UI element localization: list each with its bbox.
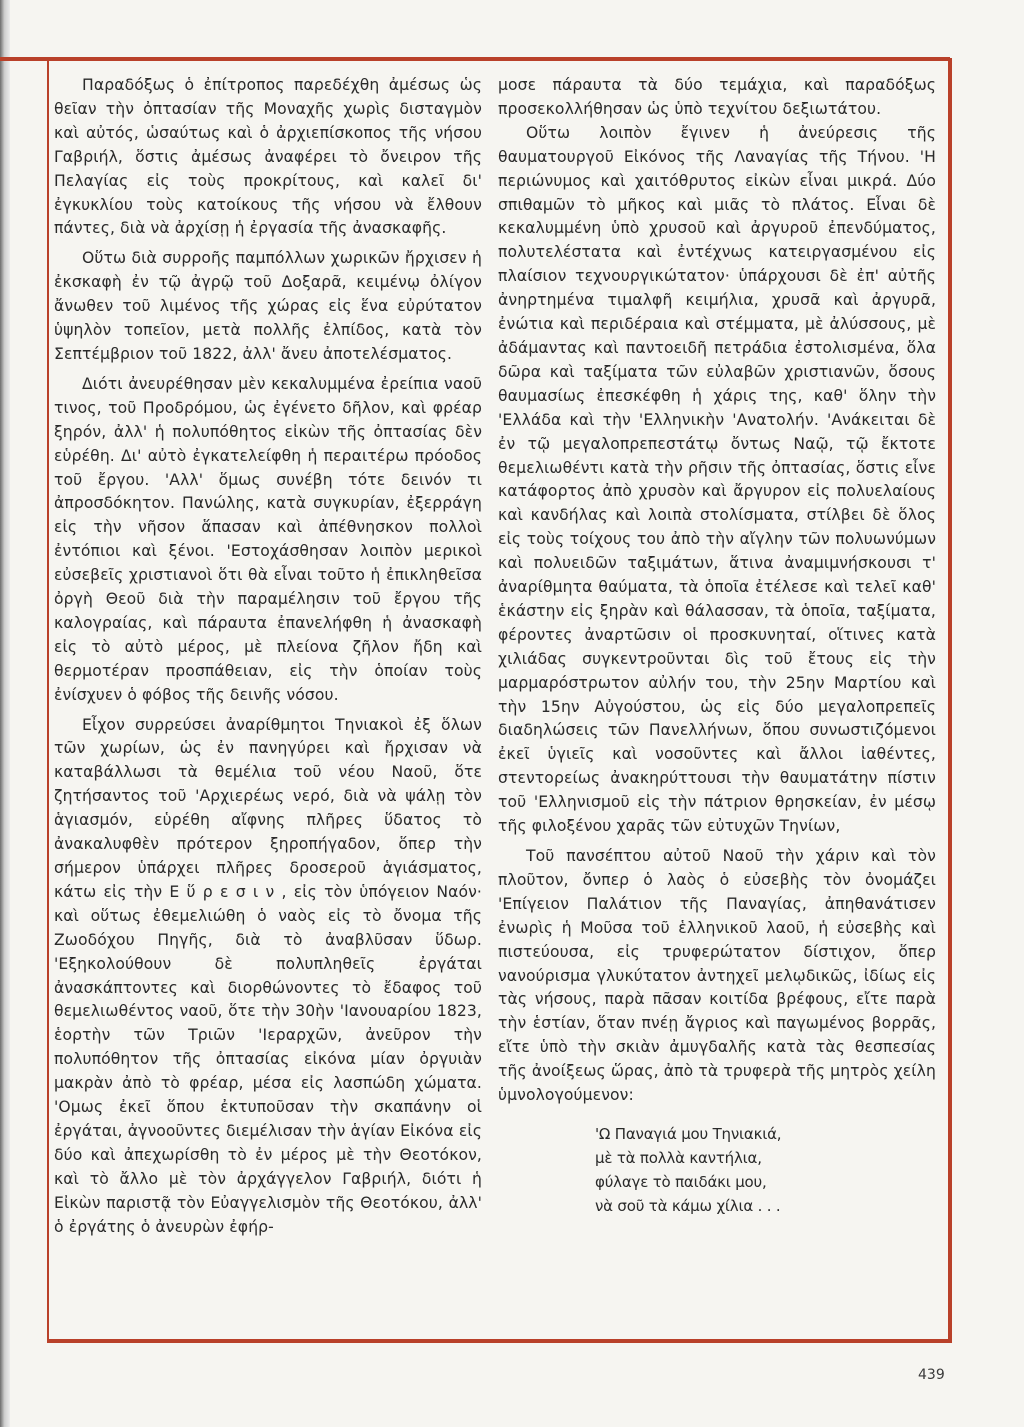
page-number: 439 [918,1367,945,1383]
paragraph: Παραδόξως ὁ ἐπίτροπος παρεδέχθη ἀμέσως ὡς θεῖαν τὴν ὀπτασίαν τῆς Μοναχῆς χωρὶς δισταγμὸν καὶ αὐτός, ὡσαύτως καὶ ὁ ἀρχιεπίσκοπος τῆς νήσου Γαβριήλ, ὅστις ἀμέσως ἀναφέρει τὸ ὄνειρον τῆς Πελαγίας εἰς τοὺς προκρίτους, καὶ καλεῖ δι' ἐγκυκλίου τοὺς κατοίκους τῆς νήσου νὰ ἔλθουν πάντες, διὰ νὰ ἀρχίσῃ ἡ ἐργασία τῆς ἀνασκαφῆς. [54,76,482,238]
paragraph: Τοῦ πανσέπτου αὐτοῦ Ναοῦ τὴν χάριν καὶ τὸν πλοῦτον, ὄνπερ ὁ λαὸς ὁ εὐσεβὴς τὸν ὀνομάζει 'Επίγειον Παλάτιον τῆς Παναγίας, ἀπηθανάτισεν ἐνωρὶς ἡ Μοῦσα τοῦ ἑλληνικοῦ λαοῦ, ἡ εὐσεβὴς καὶ πιστεύουσα, εἰς τρυφερώτατον δίστιχον, ὅπερ νανούρισμα γλυκύτατον ἀντηχεῖ μελῳδικῶς, ἰδίως εἰς τὰς νήσους, παρὰ πᾶσαν κοιτίδα βρέφους, εἴτε παρὰ τὴν ἑστίαν, ὅταν πνέῃ ἄγριος καὶ παγωμένος βορρᾶς, εἴτε ὑπὸ τὴν σκιὰν ἀμυγδαλῆς κατὰ τὰς θεσπεσίας τῆς ἀνοίξεως ὥρας, ἀπὸ τὰ τρυφερὰ τῆς μητρὸς χείλη ὑμνολογούμενον: [498,847,936,1105]
poem-verse: φύλαγε τὸ παιδάκι μου, [595,1172,767,1191]
paragraph: Οὕτω διὰ συρροῆς παμπόλλων χωρικῶν ἤρχισεν ἡ ἐκσκαφὴ ἐν τῷ ἀγρῷ τοῦ Δοξαρᾶ, κειμένῳ ὀλίγον ἄνωθεν τοῦ λιμένος τῆς χώρας εἰς ἕνα εὐρύτατον ὑψηλὸν τοπεῖον, μετὰ πολλῆς ἐλπίδος, κατὰ τὸν Σεπτέμβριον τοῦ 1822, ἀλλ' ἄνευ ἀποτελέσματος. [54,249,482,363]
poem [595,1122,936,1218]
paragraph: μοσε πάραυτα τὰ δύο τεμάχια, καὶ παραδόξως προσεκολλήθησαν ὡς ὑπὸ τεχνίτου δεξιωτάτου. [498,76,936,118]
paragraph: Εἶχον συρρεύσει ἀναρίθμητοι Τηνιακοὶ ἐξ ὅλων τῶν χωρίων, ὡς ἐν πανηγύρει καὶ ἤρχισαν νὰ καταβάλλωσι τὰ θεμέλια τοῦ νέου Ναοῦ, ὅτε ζητήσαντος τοῦ 'Αρχιερέως νερό, διὰ νὰ ψάλῃ τὸν ἁγιασμόν, εὑρέθη αἴφνης πλῆρες ὕδατος τὸ ἀνακαλυφθὲν πρότερον ξηροπήγαδον, ὅπερ τὴν σήμερον ὑπάρχει πλῆρες δροσεροῦ ἁγιάσματος, κάτω εἰς τὴν Ε ὕ ρ ε σ ι ν , εἰς τὸν ὑπόγειον Ναόν· καὶ οὕτως ἐθεμελιώθη ὁ ναὸς εἰς τὸ ὄνομα τῆς Ζωοδόχου Πηγῆς, διὰ τὸ ἀναβλῦσαν ὕδωρ. 'Εξηκολούθουν δὲ πολυπληθεῖς ἐργάται ἀνασκάπτοντες καὶ διορθώνοντες τὸ ἔδαφος τοῦ θεμελιωθέντος ναοῦ, ὅτε τὴν 30ὴν 'Ιανουαρίου 1823, ἑορτὴν τῶν Τριῶν 'Ιεραρχῶν, ἀνεῦρον τὴν πολυπόθητον τῆς ὀπτασίας εἰκόνα μίαν ὀργυιὰν μακρὰν ἀπὸ τὸ φρέαρ, μέσα εἰς λασπώδη χώματα. 'Ομως ἐκεῖ ὅπου ἐκτυποῦσαν τὴν σκαπάνην οἱ ἐργάται, ἀγνοοῦντες διεμέλισαν τὴν ἁγίαν Εἰκόνα εἰς δύο καὶ ἀπεχωρίσθη τὸ ἐν μέρος μὲ τὴν Θεοτόκον, καὶ τὸ ἄλλο μὲ τὸν ἀρχάγγελον Γαβριήλ, διότι ἡ Εἰκὼν παριστᾷ τὸν Εὐαγγελισμὸν τῆς Θεοτόκου, ἀλλ' ὁ ἐργάτης ὁ ἀνευρὼν ἐφήρ- [54,715,482,1236]
right-column [498,74,936,1218]
binding-shadow [0,0,10,1427]
left-column [54,74,482,1240]
poem-verse: 'Ω Παναγιά μου Τηνιακιά, [595,1124,782,1143]
paragraph: Οὕτω λοιπὸν ἔγινεν ἡ ἀνεύρεσις τῆς θαυματουργοῦ Εἰκόνος τῆς Λαναγίας τῆς Τήνου. 'Η περιώνυμος καὶ χαιτόθρυτος εἰκὼν εἶναι μικρά. Δύο σπιθαμῶν τὸ μῆκος καὶ μιᾶς τὸ πλάτος. Εἶναι δὲ κεκαλυμμένη ὑπὸ χρυσοῦ καὶ ἀργυροῦ ἐπενδύματος, πολυτελέστατα καὶ ἐντέχνως κατειργασμένου εἰς πλαίσιον τεχνουργικώτατον· ὑπάρχουσι δὲ ἐπ' αὐτῆς ἀνηρτημένα τιμαλφῆ κειμήλια, χρυσᾶ καὶ ἀργυρᾶ, ἐνώτια καὶ περιδέραια καὶ στέμματα, μὲ ἀλύσσους, μὲ ἀδάμαντας καὶ παντοειδῆ πετράδια ἐστολισμένα, ὅλα δῶρα καὶ ταξίματα τῶν εὐλαβῶν χριστιανῶν, ὅσους θαυμασίως ἐπεσκέφθη ἡ χάρις της, καθ' ὅλην τὴν 'Ελλάδα καὶ τὴν 'Ελληνικὴν 'Ανατολήν. 'Ανάκειται δὲ ἐν τῷ μεγαλοπρεπεστάτῳ ὄντως Ναῷ, τῷ ἔκτοτε θεμελιωθέντι κατὰ τὴν ρῆσιν τῆς ὀπτασίας, ὅστις εἶνε κατάφορτος ἀπὸ χρυσὸν καὶ ἄργυρον εἰς πολυελαίους καὶ κανδήλας καὶ λοιπὰ στολίσματα, στίλβει δὲ ὅλος εἰς τοὺς τοίχους του ἀπὸ τὴν αἴγλην τῶν πολυωνύμων καὶ πολυειδῶν ταξιμάτων, ἅτινα ἀναμιμνήσκουσι τ' ἀναρίθμητα θαύματα, τὰ ὁποῖα ἐτέλεσε καὶ τελεῖ καθ' ἑκάστην εἰς ξηρὰν καὶ θάλασσαν, τὰ ὁποῖα, ταξίματα, φέροντες ἀναρτῶσιν οἱ προσκυνηταί, οἵτινες κατὰ χιλιάδας συγκεντροῦνται δὶς τοῦ ἔτους εἰς τὴν μαρμαρόστρωτον αὐλήν του, τὴν 25ην Μαρτίου καὶ τὴν 15ην Αὐγούστου, ὡς εἰς δύο μεγαλοπρεπεῖς διαδηλώσεις τῶν Πανελλήνων, ὅπου συνωστιζόμενοι ἐκεῖ ὑγιεῖς καὶ νοσοῦντες καὶ ἄλλοι ἰαθέντες, στεντορείως ἀνακηρύττουσι τὴν θαυματάτην πίστιν τοῦ 'Ελληνισμοῦ εἰς τὴν πάτριον θρησκείαν, ἐν μέσῳ τῆς φιλοξένου χαρᾶς τῶν εὐτυχῶν Τηνίων, [498,123,936,836]
paragraph: Διότι ἀνευρέθησαν μὲν κεκαλυμμένα ἐρείπια ναοῦ τινος, τοῦ Προδρόμου, ὡς ἐγένετο δῆλον, καὶ φρέαρ ξηρόν, ἀλλ' ἡ πολυπόθητος εἰκὼν τῆς ὀπτασίας δὲν εὑρέθη. Δι' αὐτὸ ἐγκατελείφθη ἡ περαιτέρω πρόοδος τοῦ ἔργου. 'Αλλ' ὅμως συνέβη τότε δεινόν τι ἀπροσδόκητον. Πανώλης, κατὰ συγκυρίαν, ἐξερράγη εἰς τὴν νῆσον ἅπασαν καὶ ἀπέθνησκον πολλοὶ ἐντόπιοι καὶ ξένοι. 'Εστοχάσθησαν λοιπὸν μερικοὶ εὐσεβεῖς χριστιανοὶ ὅτι θὰ εἶναι τοῦτο ἡ ἐπικληθεῖσα ὀργὴ Θεοῦ διὰ τὴν παραμέλησιν τοῦ ἔργου τῆς καλογραίας, καὶ πάραυτα ἐπανελήφθη ἡ ἀνασκαφὴ εἰς τὸ αὐτὸ μέρος, μὲ πλείονα ζῆλον ἤδη καὶ θερμοτέραν προσπάθειαν, εἰς τὴν ὁποίαν τοὺς ἐνίσχυεν ὁ φόβος τῆς δεινῆς νόσου. [54,374,482,704]
poem-verse: νὰ σοῦ τὰ κάμω χίλια . . . [595,1196,781,1215]
poem-verse: μὲ τὰ πολλὰ καντήλια, [595,1148,762,1167]
